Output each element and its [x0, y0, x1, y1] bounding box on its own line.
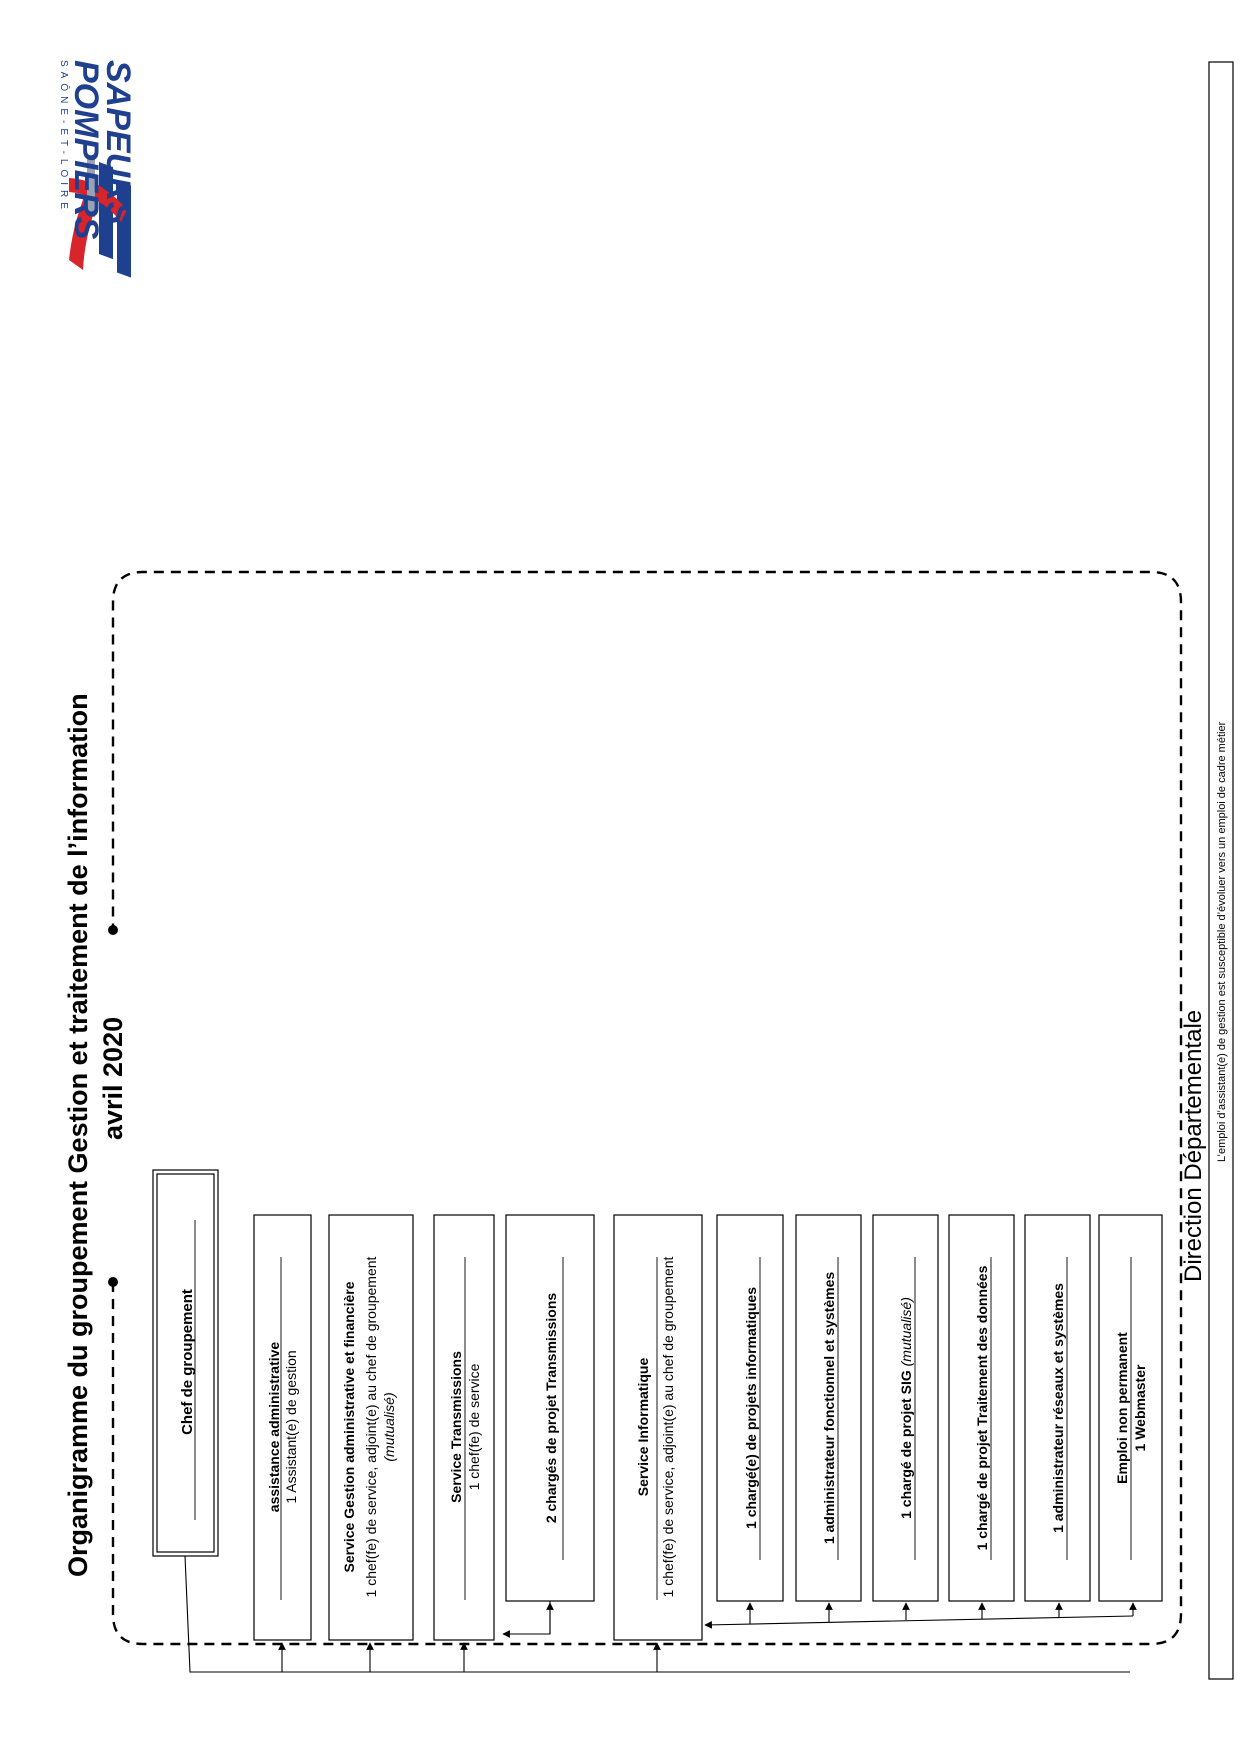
sdis-logo	[58, 60, 137, 278]
unit-title: 1 chargé(e) de projets informatiques	[743, 1287, 759, 1529]
chief-label: Chef de groupement	[179, 1289, 196, 1435]
unit-title: Service Gestion administrative et financière	[341, 1281, 357, 1573]
unit-title: 1 administrateur réseaux et systèmes	[1050, 1283, 1066, 1533]
unit-box	[1025, 1215, 1090, 1601]
unit-box	[614, 1215, 702, 1640]
unit-title-text: 1 chargé de projet SIG	[898, 1370, 914, 1519]
unit-title: Emploi non permanent	[1114, 1332, 1130, 1484]
unit-title: assistance administrative	[266, 1341, 282, 1513]
chart-date: avril 2020	[98, 1016, 128, 1140]
unit-box	[949, 1215, 1014, 1601]
unit-box	[506, 1215, 594, 1601]
chief-box	[153, 1170, 218, 1556]
unit-box	[434, 1215, 494, 1640]
unit-box	[717, 1215, 783, 1601]
unit-line: 1 Assistant(e) de gestion	[283, 1350, 299, 1504]
unit-title: 2 chargés de projet Transmissions	[543, 1292, 559, 1524]
unit-title: Service Transmissions	[448, 1351, 464, 1503]
unit-box	[254, 1215, 311, 1640]
parent-unit-label: Direction Départementale	[1180, 1009, 1207, 1282]
unit-title: 1 chargé de projet Traitement des données	[974, 1265, 990, 1551]
boundary-end-dot	[108, 925, 118, 935]
unit-title: 1 administrateur fonctionnel et systèmes	[821, 1271, 837, 1545]
unit-box	[796, 1215, 861, 1601]
unit-line: 1 chef(fe) de service, adjoint(e) au chef de groupement	[363, 1256, 379, 1598]
unit-line: 1 Webmaster	[1132, 1364, 1148, 1452]
logo-text-pompiers: POMPIERS	[67, 60, 105, 240]
unit-title: Service Informatique	[635, 1357, 651, 1497]
chart-title: Organigramme du groupement Gestion et traitement de l’information	[63, 693, 93, 1577]
unit-note: (mutualisé)	[381, 1392, 397, 1462]
logo-text-department: SAÔNE-ET-LOIRE	[58, 60, 69, 214]
footnote-text: L’emploi d’assistant(e) de gestion est susceptible d’évoluer vers un emploi de cadre métier	[1216, 721, 1228, 1162]
unit-title	[898, 1297, 914, 1519]
unit-box	[1099, 1215, 1162, 1601]
unit-title-suffix: (mutualisé)	[898, 1297, 914, 1367]
boundary-end-dot	[108, 1277, 118, 1287]
logo-text-sapeurs: SAPEURS	[99, 60, 137, 225]
unit-line: 1 chef(fe) de service, adjoint(e) au chef de groupement	[660, 1256, 676, 1598]
unit-box	[329, 1215, 413, 1640]
unit-line: 1 chef(fe) de service	[466, 1363, 482, 1491]
unit-box	[873, 1215, 938, 1601]
